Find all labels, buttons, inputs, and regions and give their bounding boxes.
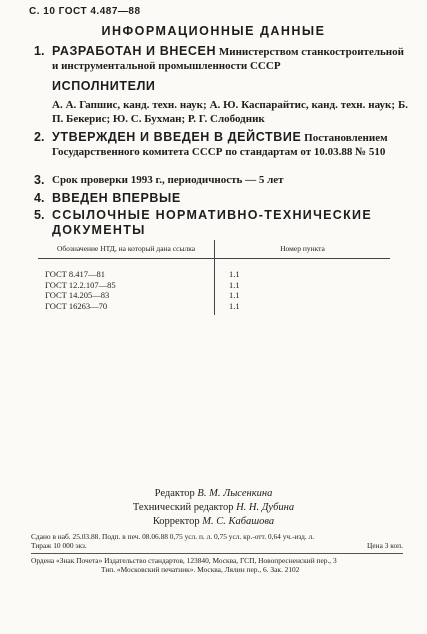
reference-table [38, 240, 390, 315]
table-header-row [38, 240, 390, 259]
editor-name: В. М. Лысенкина [197, 488, 273, 499]
editor-role: Корректор [152, 516, 200, 527]
item-number: 4. [34, 191, 45, 205]
printing-info [31, 556, 403, 574]
item-text: Постановлением Государственного комитета СССР по стандартам от 10.03.88 № 510 [52, 132, 388, 158]
item-2 [34, 130, 404, 159]
page-header: С. 10 ГОСТ 4.487—88 [29, 6, 141, 17]
print-run: Тираж 10 000 экз. [31, 541, 87, 550]
table-cell-clause: 1.1 [229, 269, 240, 279]
table-row [38, 280, 390, 291]
item-number: 3. [34, 173, 45, 187]
editor-line [0, 501, 427, 515]
editor-name: М. С. Кабашова [202, 516, 275, 527]
price: Цена 3 коп. [367, 541, 403, 550]
performers-heading: ИСПОЛНИТЕЛИ [52, 79, 156, 93]
item-heading: ВВЕДЕН ВПЕРВЫЕ [52, 191, 181, 205]
table-row [38, 259, 390, 280]
item-number: 2. [34, 130, 45, 144]
editor-name: Н. Н. Дубина [236, 502, 295, 513]
column-header-document: Обозначение НТД, на который дана ссылка [38, 240, 215, 259]
table-cell-document: ГОСТ 16263—70 [38, 301, 215, 316]
item-heading: РАЗРАБОТАН И ВНЕСЕН [52, 44, 217, 58]
colophon-line-2 [31, 541, 403, 550]
table-row [38, 290, 390, 301]
table-cell-document: ГОСТ 14.205—83 [38, 290, 215, 301]
item-1 [34, 44, 404, 73]
colophon-line-1: Сдано в наб. 25.03.88. Подп. в печ. 08.06.88 0,75 усл. п. л. 0,75 усл. кр.-отт. 0,64 уч.-изд. л. [31, 532, 315, 541]
item-5 [34, 208, 404, 238]
printer-line: Тип. «Московский печатник». Москва, Лялин пер., 6. Зак. 2102 [101, 565, 300, 574]
editor-role: Технический редактор [132, 502, 234, 513]
table-cell-clause: 1.1 [229, 290, 240, 300]
item-number: 5. [34, 208, 45, 222]
item-3 [34, 173, 404, 187]
item-text: Срок проверки 1993 г., периодичность — 5 лет [52, 174, 284, 186]
item-heading: ССЫЛОЧНЫЕ НОРМАТИВНО-ТЕХНИЧЕСКИЕ ДОКУМЕНТЫ [52, 208, 372, 237]
column-header-clause: Номер пункта [215, 240, 391, 259]
editor-role: Редактор [154, 488, 195, 499]
table-cell-document: ГОСТ 8.417—81 [38, 259, 215, 280]
table-row [38, 301, 390, 316]
divider [31, 553, 403, 554]
performers-names: А. А. Гапшис, канд. техн. наук; А. Ю. Каспарайтис, канд. техн. наук; Б. П. Бекерис; Ю. С. Бухман; Р. Г. Слободник [52, 99, 408, 125]
editors-block [0, 487, 427, 529]
editor-line [0, 487, 427, 501]
publisher-line: Ордена «Знак Почета» Издательство стандартов, 123840, Москва, ГСП, Новопресненский пер., 3 [31, 556, 337, 565]
item-number: 1. [34, 44, 45, 58]
section-title: ИНФОРМАЦИОННЫЕ ДАННЫЕ [101, 24, 326, 38]
table-cell-clause: 1.1 [229, 279, 240, 290]
table-cell-clause: 1.1 [229, 300, 240, 311]
item-heading: УТВЕРЖДЕН И ВВЕДЕН В ДЕЙСТВИЕ [52, 130, 302, 144]
colophon [31, 532, 403, 550]
table-cell-document: ГОСТ 12.2.107—85 [38, 280, 215, 291]
item-text: Министерством станкостроительной и инструментальной промышленности СССР [52, 46, 404, 72]
item-4 [34, 191, 404, 206]
editor-line [0, 515, 427, 529]
